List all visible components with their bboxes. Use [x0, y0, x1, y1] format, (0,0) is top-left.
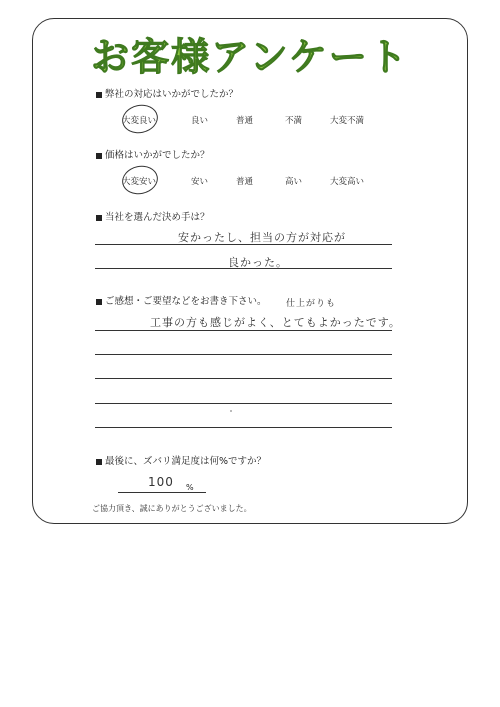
handwritten-answer: 工事の方も感じがよく、とてもよかったです。 [150, 316, 401, 329]
question-label: ご感想・ご要望などをお書き下さい。 [105, 296, 267, 307]
bullet-square-icon [96, 215, 102, 221]
bullet-square-icon [96, 92, 102, 98]
answer-line [95, 378, 392, 379]
answer-line [95, 244, 392, 245]
bullet-square-icon [96, 153, 102, 159]
bullet-square-icon [96, 299, 102, 305]
thank-you-note: ご協力頂き、誠にありがとうございました。 [92, 504, 252, 513]
question-price [96, 147, 210, 161]
answer-line [95, 403, 392, 404]
percent-unit: % [186, 483, 194, 492]
question-reason [96, 209, 210, 223]
question-label: 弊社の対応はいかがでしたか？ [105, 89, 239, 100]
question-label: 最後に、ズバリ満足度は何%ですか？ [105, 456, 267, 467]
option-very-expensive[interactable]: 大変高い [330, 177, 365, 187]
option-very-cheap[interactable]: 大変安い [122, 177, 157, 187]
handwritten-note: 仕上がりも [286, 299, 337, 309]
option-dissatisfied[interactable]: 不満 [285, 116, 303, 126]
question-comments [96, 293, 267, 307]
handwritten-answer: 良かった。 [228, 256, 288, 269]
satisfaction-answer: 100 [148, 475, 174, 489]
answer-line [95, 427, 392, 428]
question-satisfaction [96, 453, 266, 467]
option-very-good[interactable]: 大変良い [122, 116, 157, 126]
answer-line [118, 492, 206, 493]
question-label: 当社を選んだ決め手は？ [105, 212, 210, 223]
scan-speck [230, 410, 232, 412]
option-good[interactable]: 良い [191, 116, 209, 126]
question-label: 価格はいかがでしたか？ [105, 150, 210, 161]
bullet-square-icon [96, 459, 102, 465]
option-average[interactable]: 普通 [236, 116, 254, 126]
answer-line [95, 354, 392, 355]
option-cheap[interactable]: 安い [191, 177, 209, 187]
handwritten-answer: 安かったし、担当の方が対応が [178, 231, 346, 244]
question-service [96, 86, 238, 100]
answer-line [95, 268, 392, 269]
answer-line [95, 330, 392, 331]
option-expensive[interactable]: 高い [285, 177, 303, 187]
option-average[interactable]: 普通 [236, 177, 254, 187]
option-very-dissatisfied[interactable]: 大変不満 [330, 116, 365, 126]
survey-title: お客様アンケート [91, 35, 409, 79]
